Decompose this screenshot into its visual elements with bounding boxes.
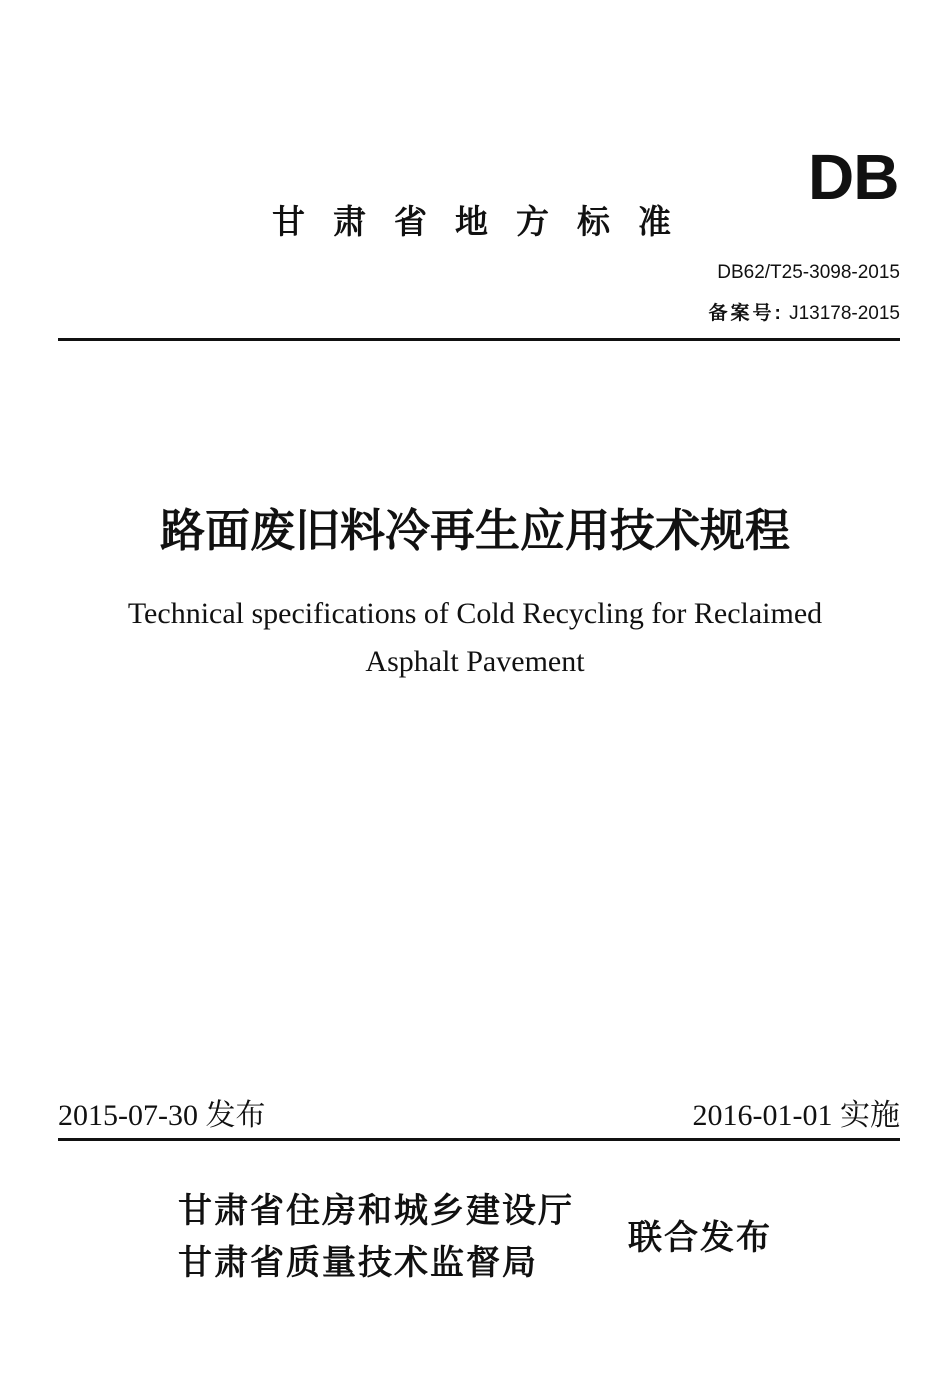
record-label: 备案号: [708, 303, 784, 324]
issuer-1: 甘肃省住房和城乡建设厅 [178, 1191, 574, 1231]
bottom-divider [58, 1138, 900, 1141]
issue-date: 2015-07-30 发布 [58, 1099, 266, 1132]
title-english-line1: Technical specifications of Cold Recycling for Reclaimed [127, 597, 823, 630]
standard-type: 甘肃省地方标准 [272, 202, 699, 241]
record-number [708, 298, 900, 325]
standard-code: DB62/T25-3098-2015 [717, 262, 900, 283]
issuer-2: 甘肃省质量技术监督局 [178, 1243, 538, 1283]
top-divider [58, 338, 900, 341]
record-value: J13178-2015 [789, 303, 900, 324]
db-logo: DB [808, 141, 899, 213]
title-chinese: 路面废旧料冷再生应用技术规程 [159, 504, 790, 557]
joint-issue: 联合发布 [628, 1218, 772, 1258]
title-english [60, 590, 890, 686]
implementation-date: 2016-01-01 实施 [692, 1099, 900, 1132]
issuers [178, 1185, 574, 1289]
title-english-line2: Asphalt Pavement [365, 645, 585, 678]
